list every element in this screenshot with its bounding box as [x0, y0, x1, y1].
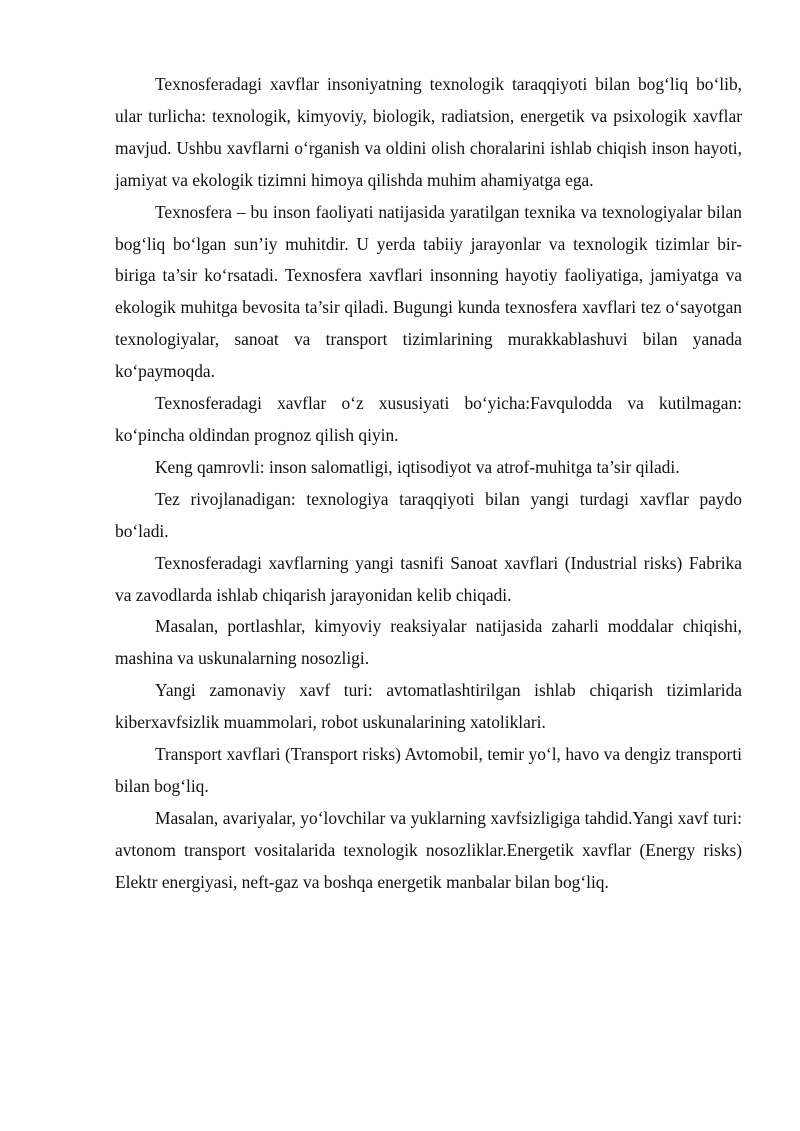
paragraph-4: Keng qamrovli: inson salomatligi, iqtisodiyot va atrof-muhitga ta’sir qiladi.: [155, 456, 680, 477]
paragraph-9: Transport xavflari (Transport risks) Avtomobil, temir yo‘l, havo va dengiz transporti bilan bog‘liq.: [115, 744, 742, 796]
paragraph-1: Texnosferadagi xavflar insoniyatning texnologik taraqqiyoti bilan bog‘liq bo‘lib, ular turlicha: texnologik, kimyoviy, biologik, radiatsion, energetik va psixologik xavflar mavjud. Ushbu xavflarni o‘rganish va oldini olish choralarini ishlab chiqish inson hayoti, jamiyat va ekologik tizimni himoya qilishda muhim ahamiyatga ega.: [115, 74, 742, 190]
paragraph-10: Masalan, avariyalar, yo‘lovchilar va yuklarning xavfsizligiga tahdid.Yangi xavf turi: avtonom transport vositalarida texnologik nosozliklar.Energetik xavflar (Energy risks) Elektr energiyasi, neft-gaz va boshqa energetik manbalar bilan bog‘liq.: [115, 807, 742, 892]
paragraph-3: Texnosferadagi xavflar o‘z xususiyati bo‘yicha:Favqulodda va kutilmagan: ko‘pincha oldindan prognoz qilish qiyin.: [115, 393, 742, 445]
paragraph-5: Tez rivojlanadigan: texnologiya taraqqiyoti bilan yangi turdagi xavflar paydo bo‘ladi.: [115, 488, 742, 541]
paragraph-8: Yangi zamonaviy xavf turi: avtomatlashtirilgan ishlab chiqarish tizimlarida kiberxavfsizlik muammolari, robot uskunalarining xatoliklari.: [115, 680, 742, 733]
paragraph-2: Texnosfera – bu inson faoliyati natijasida yaratilgan texnika va texnologiyalar bilan bog‘liq bo‘lgan sun’iy muhitdir. U yerda tabiiy jarayonlar va texnologik tizimlar bir-biriga ta’sir ko‘rsatadi. Texnosfera xavflari insonning hayotiy faoliyatiga, jamiyatga va ekologik muhitga bevosita ta’sir qiladi. Bugungi kunda texnosfera xavflari tez o‘sayotgan texnologiyalar, sanoat va transport tizimlarining murakkablashuvi bilan yanada ko‘paymoqda.: [115, 201, 742, 382]
paragraph-7: Masalan, portlashlar, kimyoviy reaksiyalar natijasida zaharli moddalar chiqishi, mashina va uskunalarning nosozligi.: [115, 616, 742, 669]
paragraph-6: Texnosferadagi xavflarning yangi tasnifi Sanoat xavflari (Industrial risks) Fabrika va zavodlarda ishlab chiqarish jarayonidan kelib chiqadi.: [115, 552, 742, 605]
body-text: [115, 69, 742, 899]
